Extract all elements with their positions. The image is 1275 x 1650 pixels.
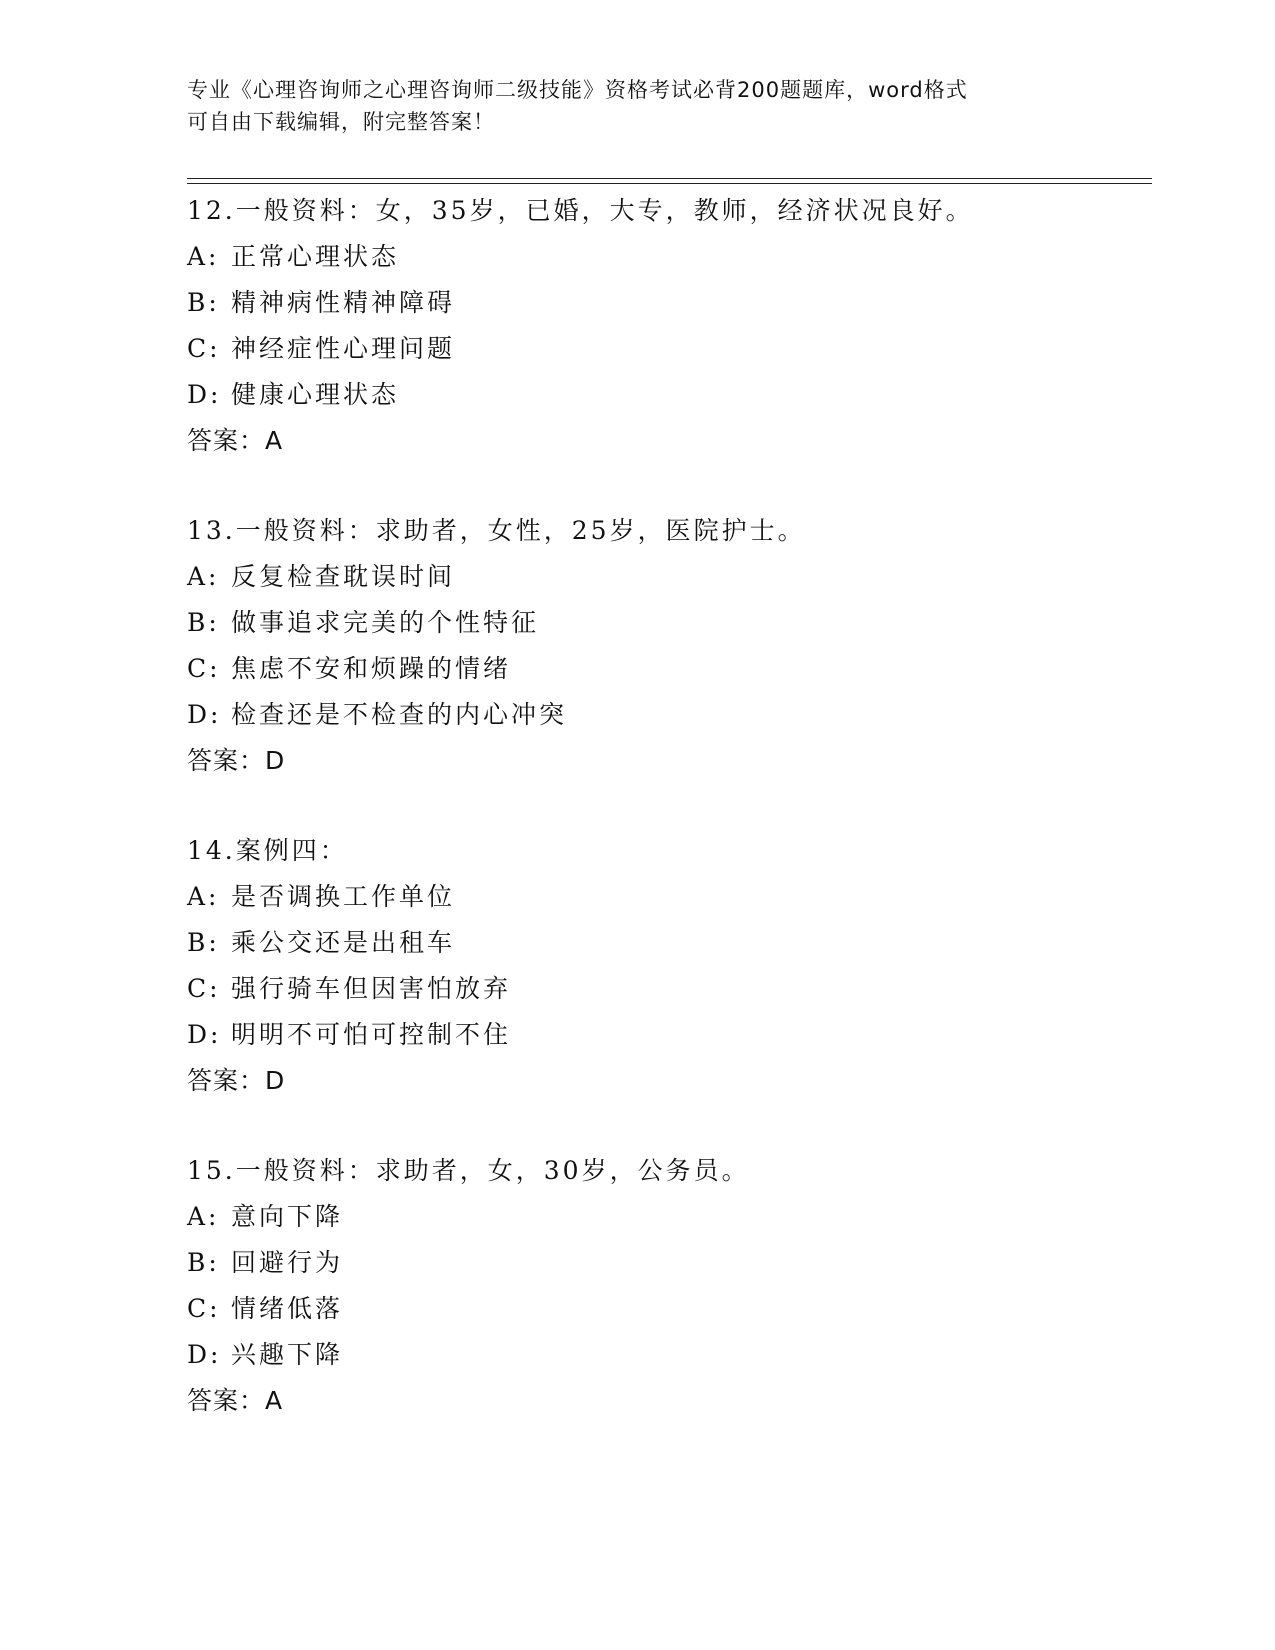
- option-d: [187, 1332, 1147, 1378]
- option-text: 焦虑不安和烦躁的情绪: [231, 654, 512, 683]
- option-text: 神经症性心理问题: [231, 334, 456, 363]
- document-header: [187, 74, 1087, 138]
- option-c: [187, 646, 1147, 692]
- option-letter: B:: [187, 928, 220, 957]
- option-letter: B:: [187, 288, 220, 317]
- option-a: [187, 554, 1147, 600]
- question-15: [187, 1148, 1147, 1424]
- header-line-1: 专业《心理咨询师之心理咨询师二级技能》资格考试必背200题题库，word格式: [187, 78, 968, 102]
- question-stem: 14.案例四：: [187, 836, 348, 865]
- option-a: [187, 1194, 1147, 1240]
- answer-label: 答案：D: [187, 1066, 286, 1095]
- answer-label: 答案：D: [187, 746, 286, 775]
- option-b: [187, 600, 1147, 646]
- option-d: [187, 372, 1147, 418]
- option-letter: D:: [187, 1340, 222, 1369]
- option-letter: C:: [187, 334, 221, 363]
- option-letter: D:: [187, 700, 222, 729]
- option-letter: B:: [187, 608, 220, 637]
- question-stem: 15.一般资料：求助者，女，30岁，公务员。: [187, 1156, 750, 1185]
- option-letter: A:: [187, 882, 220, 911]
- option-text: 强行骑车但因害怕放弃: [231, 974, 512, 1003]
- option-a: [187, 874, 1147, 920]
- header-line-2: 可自由下载编辑，附完整答案！: [187, 110, 495, 134]
- option-b: [187, 1240, 1147, 1286]
- question-stem: 12.一般资料：女，35岁，已婚，大专，教师，经济状况良好。: [187, 196, 974, 225]
- question-13: [187, 508, 1147, 784]
- header-divider-bottom: [187, 183, 1152, 184]
- question-14: [187, 828, 1147, 1104]
- option-text: 正常心理状态: [231, 242, 400, 271]
- option-b: [187, 280, 1147, 326]
- answer-label: 答案：A: [187, 1386, 284, 1415]
- option-d: [187, 692, 1147, 738]
- option-text: 精神病性精神障碍: [231, 288, 456, 317]
- option-d: [187, 1012, 1147, 1058]
- option-text: 意向下降: [231, 1202, 344, 1231]
- option-letter: A:: [187, 242, 220, 271]
- option-text: 反复检查耽误时间: [231, 562, 456, 591]
- option-text: 明明不可怕可控制不住: [231, 1020, 512, 1049]
- option-letter: A:: [187, 1202, 220, 1231]
- option-text: 健康心理状态: [231, 380, 400, 409]
- option-text: 是否调换工作单位: [231, 882, 456, 911]
- option-c: [187, 966, 1147, 1012]
- option-letter: D:: [187, 380, 222, 409]
- header-divider-top: [187, 178, 1152, 179]
- option-letter: D:: [187, 1020, 222, 1049]
- option-b: [187, 920, 1147, 966]
- option-c: [187, 1286, 1147, 1332]
- question-stem: 13.一般资料：求助者，女性，25岁，医院护士。: [187, 516, 806, 545]
- option-letter: A:: [187, 562, 220, 591]
- option-letter: C:: [187, 974, 221, 1003]
- option-letter: C:: [187, 654, 221, 683]
- option-text: 回避行为: [231, 1248, 344, 1277]
- option-text: 兴趣下降: [231, 1340, 344, 1369]
- answer-label: 答案：A: [187, 426, 284, 455]
- option-a: [187, 234, 1147, 280]
- option-letter: C:: [187, 1294, 221, 1323]
- option-letter: B:: [187, 1248, 220, 1277]
- option-text: 乘公交还是出租车: [231, 928, 456, 957]
- option-text: 做事追求完美的个性特征: [231, 608, 540, 637]
- option-text: 检查还是不检查的内心冲突: [231, 700, 568, 729]
- option-text: 情绪低落: [231, 1294, 344, 1323]
- option-c: [187, 326, 1147, 372]
- question-12: [187, 188, 1147, 464]
